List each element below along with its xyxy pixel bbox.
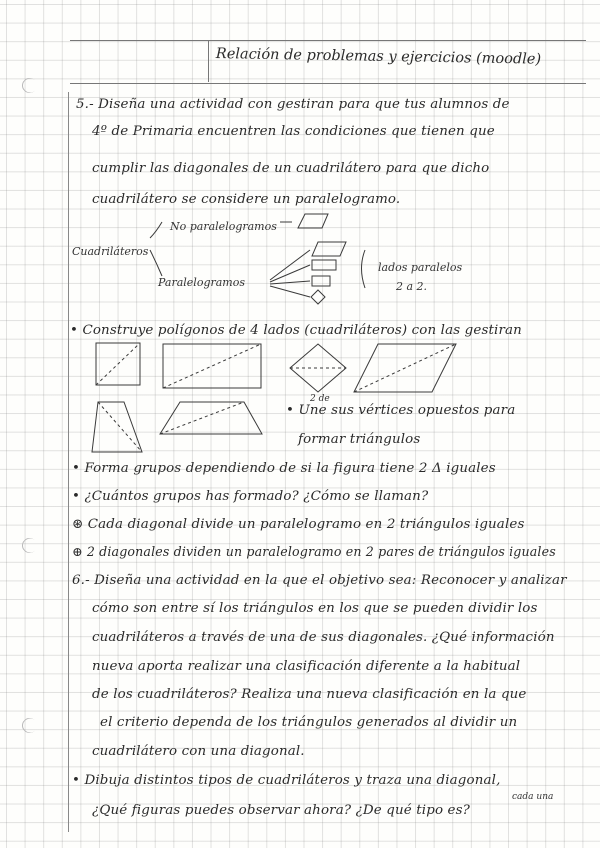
text-line-18: cuadrilátero con una diagonal.	[92, 744, 305, 759]
text-line-11: ⊕ 2 diagonales dividen un paralelogramo en 2 pares de triángulos iguales	[72, 544, 556, 559]
text-line-6: • Une sus vértices opuestos para	[286, 403, 516, 418]
brace-note-2: 2 a 2.	[396, 280, 428, 293]
text-line-10: ⊛ Cada diagonal divide un paralelogramo en 2 triángulos iguales	[72, 517, 525, 532]
text-line-3: cumplir las diagonales de un cuadrilátero para que dicho	[92, 161, 490, 176]
text-line-13: cómo son entre sí los triángulos en los que se pueden dividir los	[92, 601, 538, 616]
text-line-9: • ¿Cuántos grupos has formado? ¿Cómo se llaman?	[72, 489, 429, 504]
diagram-root-label: Cuadriláteros	[72, 245, 149, 258]
brace-note-1: lados paralelos	[378, 261, 463, 274]
isosceles-trapezoid-drawing	[160, 402, 262, 434]
text-line-17: el criterio dependa de los triángulos generados al dividir un	[100, 715, 518, 730]
branch-line-top	[150, 222, 162, 238]
trapezoid-drawing	[92, 402, 142, 452]
trapezoid-small-icon	[298, 214, 328, 228]
diagram-branch-top-label: No paralelogramos	[170, 220, 277, 233]
page-title: Relación de problemas y ejercicios (moodle)	[215, 46, 542, 68]
text-line-15: nueva aporta realizar una clasificación diferente a la habitual	[92, 659, 521, 674]
text-line-8: • Forma grupos dependiendo de si la figura tiene 2 Δ iguales	[72, 461, 496, 476]
superscript-2-de: 2 de	[310, 394, 330, 404]
text-line-1: 5.- Diseña una actividad con gestiran para que tus alumnos de	[76, 97, 510, 112]
text-line-19: • Dibuja distintos tipos de cuadriláteros y traza una diagonal,	[72, 773, 501, 788]
branch-line-bottom	[150, 250, 162, 276]
diagram-branch-bottom-label: Paralelogramos	[158, 276, 246, 289]
text-line-2: 4º de Primaria encuentren las condiciones que tienen que	[92, 124, 495, 139]
text-line-5: • Construye polígonos de 4 lados (cuadriláteros) con las gestiran	[70, 323, 522, 338]
text-line-14: cuadriláteros a través de una de sus diagonales. ¿Qué información	[92, 630, 555, 645]
square-small-icon	[312, 276, 330, 286]
parallelogram-small-icon	[312, 242, 346, 256]
rectangle-small-icon	[312, 260, 336, 270]
superscript-cada-una: cada una	[512, 792, 554, 802]
text-line-7: formar triángulos	[298, 432, 421, 447]
text-line-12: 6.- Diseña una actividad en la que el objetivo sea: Reconocer y analizar	[72, 573, 567, 588]
text-line-16: de los cuadriláteros? Realiza una nueva clasificación en la que	[92, 687, 527, 702]
arrow-lines	[270, 250, 310, 297]
brace	[362, 250, 366, 288]
text-line-4: cuadrilátero se considere un paralelogramo.	[92, 192, 401, 207]
rhombus-small-icon	[311, 290, 325, 304]
text-line-20: ¿Qué figuras puedes observar ahora? ¿De qué tipo es?	[92, 803, 470, 818]
